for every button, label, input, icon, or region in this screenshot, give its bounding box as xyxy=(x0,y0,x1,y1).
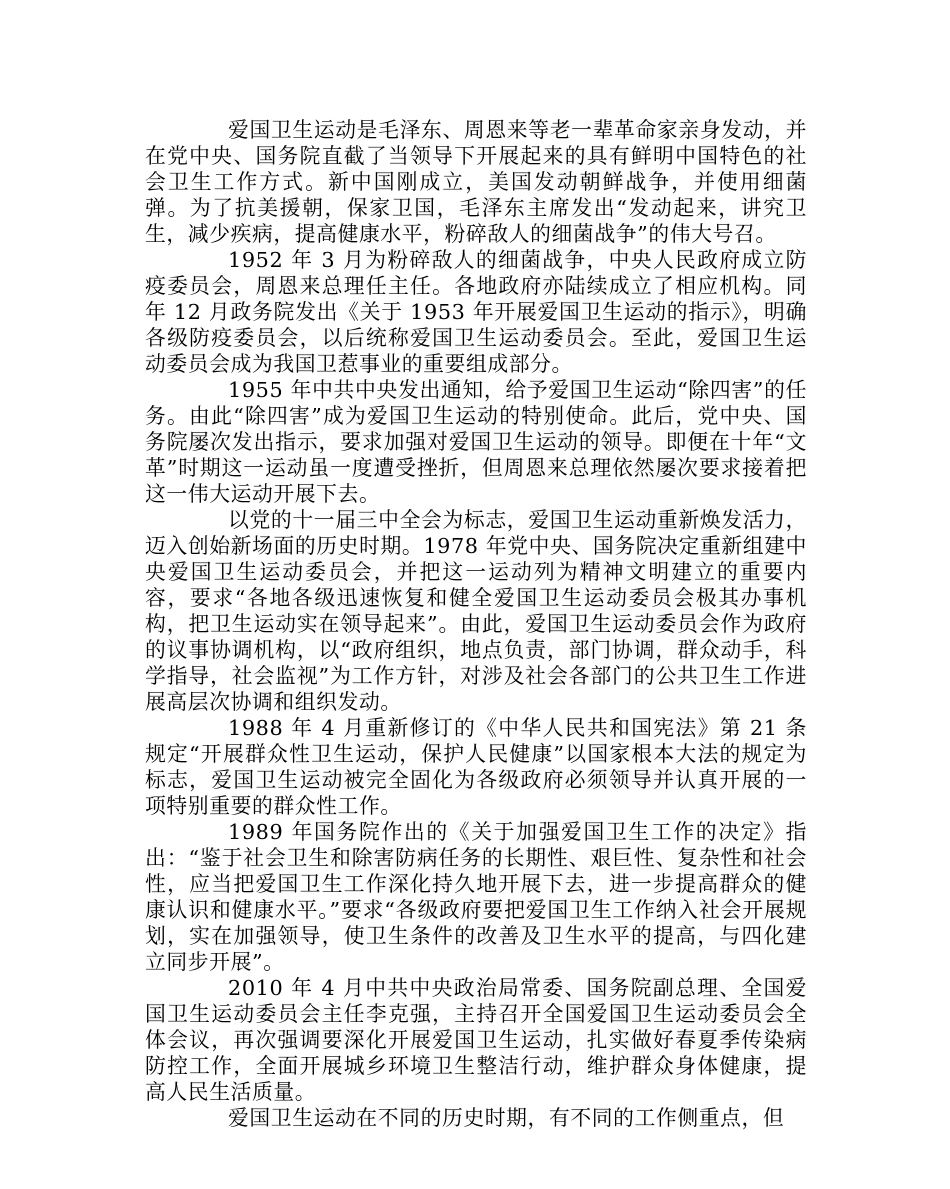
paragraph-8: 爱国卫生运动在不同的历史时期，有不同的工作侧重点，但 xyxy=(228,1106,785,1130)
paragraph-2: 1952 年 3 月为粉碎敌人的细菌战争，中央人民政府成立防疫委员会，周恩来总理任主任。各地政府亦陆续成立了相应机构。同年 12 月政务院发出《关于 1953 年开展爱国卫生运动的指示》，明确各级防疫委员会，以后统称爱国卫生运动委员会。至此，爱国卫生运动委员会成为我国卫惹事业的重要组成部分。 xyxy=(145,248,807,376)
paragraph-4: 以党的十一届三中全会为标志，爱国卫生运动重新焕发活力，迈入创始新场面的历史时期。1978 年党中央、国务院决定重新组建中央爱国卫生运动委员会，并把这一运动列为精神文明建立的重要内容，要求“各地各级迅速恢复和健全爱国卫生运动委员会极其办事机构，把卫生运动实在领导起来”。由此，爱国卫生运动委员会作为政府的议事协调机构，以“政府组织，地点负责，部门协调，群众动手，科学指导，社会监视”为工作方针，对涉及社会各部门的公共卫生工作进展高层次协调和组织发动。 xyxy=(145,508,807,714)
document-body xyxy=(145,117,807,1131)
paragraph-6: 1989 年国务院作出的《关于加强爱国卫生工作的决定》指出：“鉴于社会卫生和除害防病任务的长期性、艰巨性、复杂性和社会性，应当把爱国卫生工作深化持久地开展下去，进一步提高群众的健康认识和健康水平。”要求“各级政府要把爱国卫生工作纳入社会开展规划，实在加强领导，使卫生条件的改善及卫生水平的提高，与四化建立同步开展”。 xyxy=(145,820,807,974)
paragraph-5: 1988 年 4 月重新修订的《中华人民共和国宪法》第 21 条规定“开展群众性卫生运动，保护人民健康”以国家根本大法的规定为标志，爱国卫生运动被完全固化为各级政府必须领导并认真开展的一项特别重要的群众性工作。 xyxy=(145,716,807,818)
paragraph-7: 2010 年 4 月中共中央政治局常委、国务院副总理、全国爱国卫生运动委员会主任李克强，主持召开全国爱国卫生运动委员会全体会议，再次强调要深化开展爱国卫生运动，扎实做好春夏季传染病防控工作，全面开展城乡环境卫生整洁行动，维护群众身体健康，提高人民生活质量。 xyxy=(145,976,807,1104)
paragraph-3: 1955 年中共中央发出通知，给予爱国卫生运动“除四害”的任务。由此“除四害”成为爱国卫生运动的特别使命。此后，党中央、国务院屡次发出指示，要求加强对爱国卫生运动的领导。即便在十年“文革”时期这一运动虽一度遭受挫折，但周恩来总理依然屡次要求接着把这一伟大运动开展下去。 xyxy=(145,378,807,506)
paragraph-1: 爱国卫生运动是毛泽东、周恩来等老一辈革命家亲身发动，并在党中央、国务院直截了当领导下开展起来的具有鲜明中国特色的社会卫生工作方式。新中国刚成立，美国发动朝鲜战争，并使用细菌弹。为了抗美援朝，保家卫国，毛泽东主席发出“发动起来，讲究卫生，减少疾病，提高健康水平，粉碎敌人的细菌战争”的伟大号召。 xyxy=(145,118,807,246)
